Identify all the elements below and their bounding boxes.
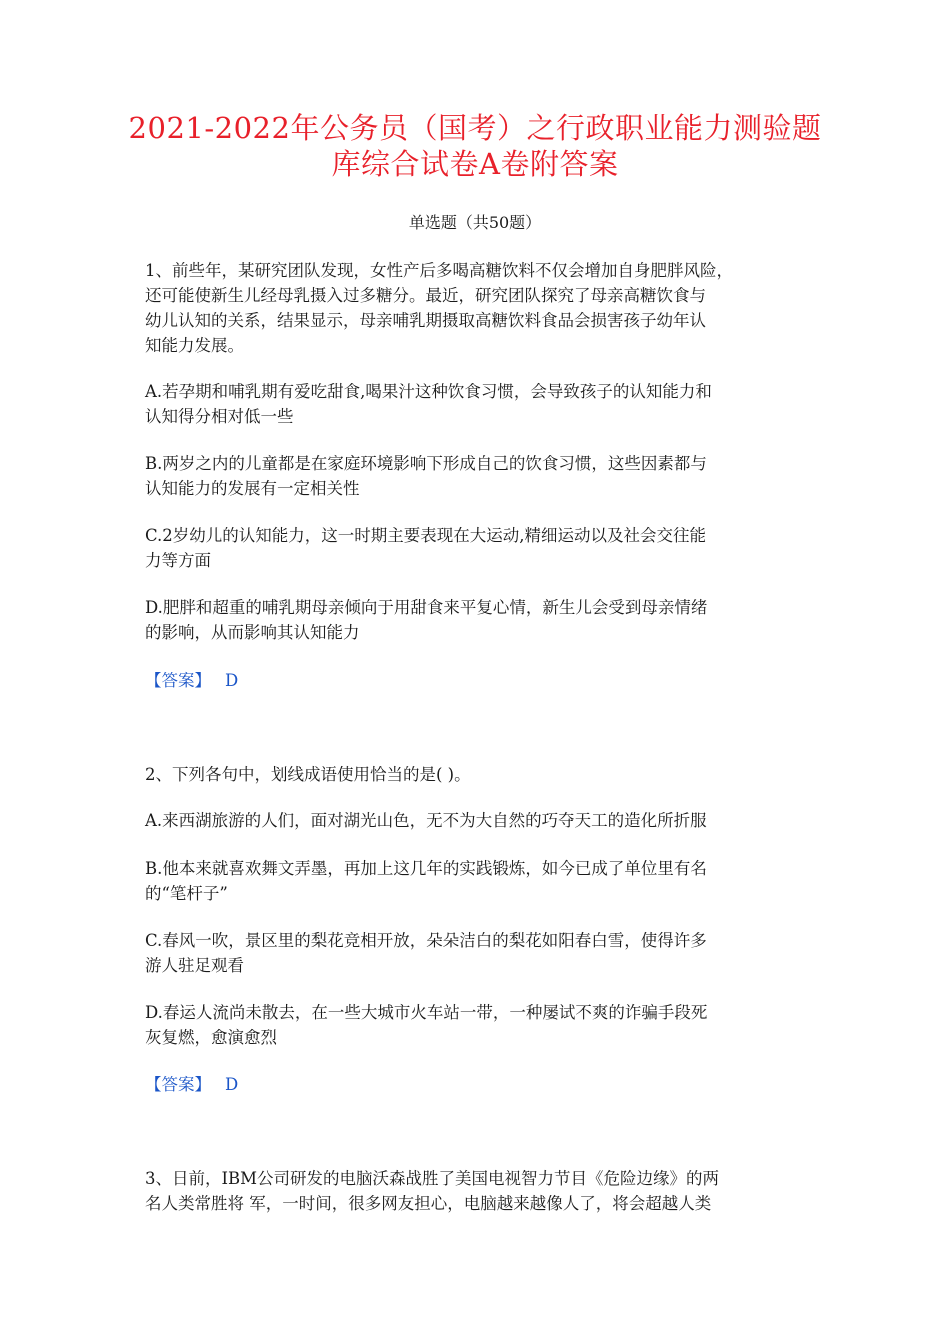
q1-stem-line: 知能力发展。: [145, 336, 244, 355]
q1-stem-line: 还可能使新生儿经母乳摄入过多糖分。最近，研究团队探究了母亲高糖饮食与: [145, 286, 706, 305]
q1-option-c-line: 力等方面: [145, 551, 211, 570]
q1-option-b-line: 认知能力的发展有一定相关性: [145, 479, 360, 498]
q1-answer-label: 【答案】: [145, 671, 211, 690]
q2-option-d-line: 灰复燃，愈演愈烈: [145, 1028, 277, 1047]
q1-option-d-line: D.肥胖和超重的哺乳期母亲倾向于用甜食来平复心情，新生儿会受到母亲情绪: [145, 598, 708, 617]
document-title-line-2: 库综合试卷A卷附答案: [331, 147, 619, 181]
q2-option-b-line: 的“笔杆子”: [145, 884, 228, 903]
q1-option-b-line: B.两岁之内的儿童都是在家庭环境影响下形成自己的饮食习惯，这些因素都与: [145, 454, 707, 473]
q2-stem-line: 2、下列各句中，划线成语使用恰当的是( )。: [145, 765, 471, 784]
q1-answer-value: D: [225, 671, 239, 690]
q1-option-d-line: 的影响，从而影响其认知能力: [145, 623, 360, 642]
q1-stem-line: 幼儿认知的关系，结果显示，母亲哺乳期摄取高糖饮料食品会损害孩子幼年认: [145, 311, 706, 330]
q2-option-b-line: B.他本来就喜欢舞文弄墨，再加上这几年的实践锻炼，如今已成了单位里有名: [145, 859, 707, 878]
q1-stem-line: 1、前些年，某研究团队发现，女性产后多喝高糖饮料不仅会增加自身肥胖风险，: [145, 261, 733, 280]
q1-option-a-line: A.若孕期和哺乳期有爱吃甜食,喝果汁这种饮食习惯，会导致孩子的认知能力和: [145, 382, 712, 401]
q2-answer-value: D: [225, 1075, 239, 1094]
section-heading: 单选题（共50题）: [408, 213, 542, 232]
q2-option-c-line: 游人驻足观看: [145, 956, 244, 975]
q1-option-a-line: 认知得分相对低一些: [145, 407, 294, 426]
q2-option-c-line: C.春风一吹，景区里的梨花竞相开放，朵朵洁白的梨花如阳春白雪，使得许多: [145, 931, 707, 950]
q2-option-d-line: D.春运人流尚未散去，在一些大城市火车站一带，一种屡试不爽的诈骗手段死: [145, 1003, 708, 1022]
q2-answer: [145, 1074, 238, 1096]
q2-option-a-line: A.来西湖旅游的人们，面对湖光山色，无不为大自然的巧夺天工的造化所折服: [145, 811, 707, 830]
q1-option-c-line: C.2岁幼儿的认知能力，这一时期主要表现在大运动,精细运动以及社会交往能: [145, 526, 707, 545]
q2-answer-label: 【答案】: [145, 1075, 211, 1094]
q1-answer: [145, 670, 238, 692]
q3-stem-line: 3、日前，IBM公司研发的电脑沃森战胜了美国电视智力节目《危险边缘》的两: [145, 1169, 720, 1188]
q3-stem-line: 名人类常胜将 军，一时间，很多网友担心，电脑越来越像人了，将会超越人类: [145, 1194, 712, 1213]
document-title-line-1: 2021-2022年公务员（国考）之行政职业能力测验题: [128, 111, 822, 145]
